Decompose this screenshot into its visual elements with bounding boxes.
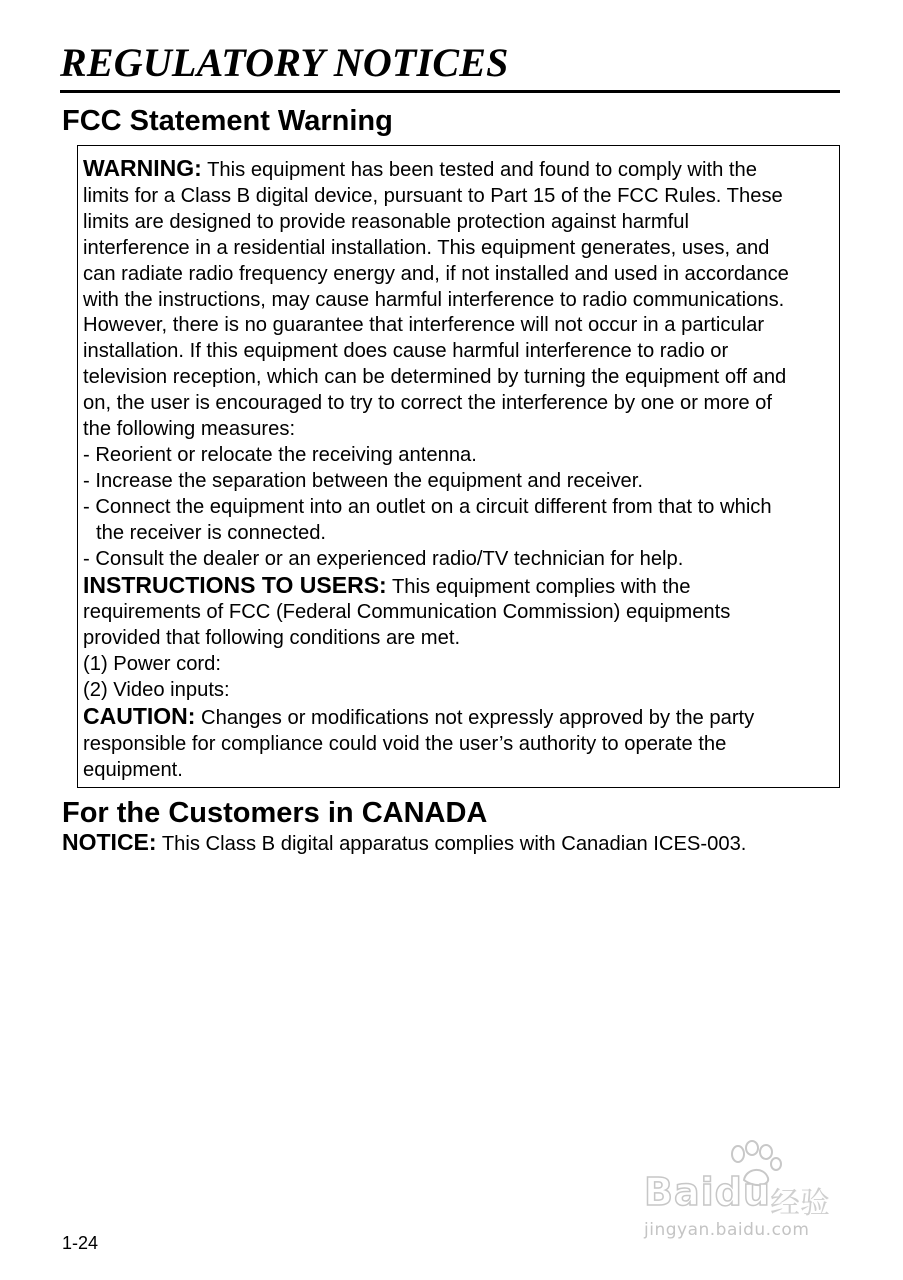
measure-item: - Reorient or relocate the receiving antenna. (83, 443, 477, 466)
caution-text: Changes or modifications not expressly approved by the party (201, 707, 755, 730)
title-rule (60, 90, 840, 93)
caution-text: responsible for compliance could void the user’s authority to operate the (83, 732, 727, 755)
warning-text: limits are designed to provide reasonable protection against harmful (83, 210, 689, 233)
warning-text: limits for a Class B digital device, pursuant to Part 15 of the FCC Rules. These (83, 184, 783, 207)
warning-text: the following measures: (83, 418, 296, 441)
instructions-text: This equipment complies with the (391, 575, 691, 598)
measure-item-continued: the receiver is connected. (96, 521, 327, 544)
baidu-watermark (640, 1140, 860, 1250)
watermark-brand: Baidu (644, 1170, 771, 1214)
caution-lead: CAUTION: (83, 703, 196, 730)
watermark-url: jingyan.baidu.com (644, 1220, 810, 1240)
page-number: 1-24 (62, 1233, 99, 1253)
measure-item: - Consult the dealer or an experienced radio/TV technician for help. (83, 547, 684, 570)
fcc-warning-body (83, 156, 838, 784)
notice-text: This Class B digital apparatus complies with Canadian ICES-003. (161, 833, 747, 855)
warning-text: television reception, which can be determined by turning the equipment off and (83, 366, 787, 389)
caution-line (83, 704, 838, 732)
warning-text: This equipment has been tested and found to comply with the (207, 159, 757, 181)
warning-lead: WARNING: (83, 155, 202, 181)
condition-item: (1) Power cord: (83, 653, 221, 676)
warning-text: installation. If this equipment does cause harmful interference to radio or (83, 340, 729, 363)
watermark-brand-cn: 经验 (770, 1186, 830, 1221)
warning-text: with the instructions, may cause harmful interference to radio communications. (83, 288, 785, 311)
fcc-heading: FCC Statement Warning (62, 105, 393, 137)
measure-item: - Increase the separation between the equipment and receiver. (83, 469, 643, 492)
notice-lead: NOTICE: (62, 829, 157, 855)
condition-item: (2) Video inputs: (83, 679, 230, 702)
instructions-lead: INSTRUCTIONS TO USERS: (83, 571, 387, 598)
warning-line (83, 156, 838, 184)
fcc-warning-box (77, 145, 840, 788)
warning-text: on, the user is encouraged to try to correct the interference by one or more of (83, 392, 772, 415)
instructions-text: provided that following conditions are met. (83, 627, 461, 650)
caution-text: equipment. (83, 758, 183, 781)
instructions-text: requirements of FCC (Federal Communication Commission) equipments (83, 601, 731, 624)
measure-item: - Connect the equipment into an outlet on a circuit different from that to which (83, 495, 772, 518)
canada-heading: For the Customers in CANADA (62, 797, 488, 829)
canada-notice (62, 828, 746, 858)
warning-text: However, there is no guarantee that interference will not occur in a particular (83, 314, 765, 337)
warning-text: can radiate radio frequency energy and, if not installed and used in accordance (83, 262, 789, 285)
page-title: REGULATORY NOTICES (60, 40, 509, 85)
instructions-line (83, 573, 838, 601)
warning-text: interference in a residential installation. This equipment generates, uses, and (83, 236, 770, 259)
